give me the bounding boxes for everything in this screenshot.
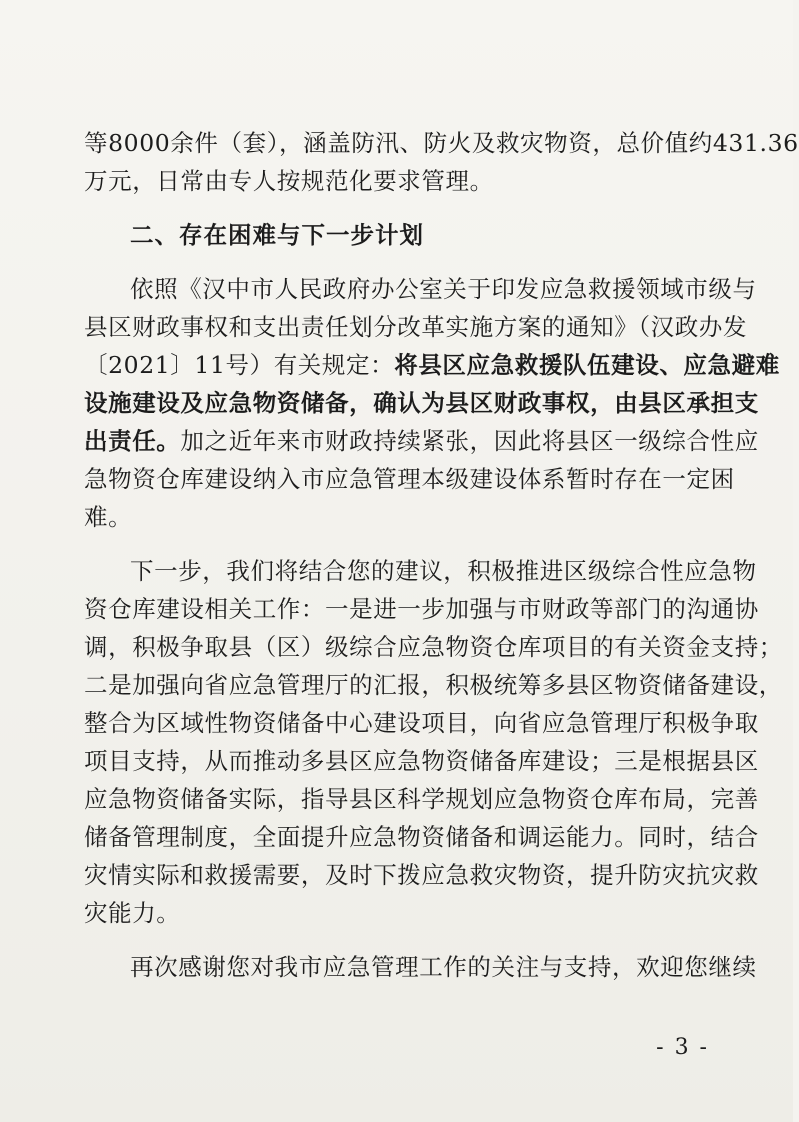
body-line (84, 894, 714, 932)
body-line (84, 742, 759, 780)
section-heading-text: 二、存在困难与下一步计划 (130, 221, 424, 249)
body-line (84, 308, 748, 346)
text-segment: 〔2021〕11号）有关规定： (84, 351, 395, 379)
body-line (84, 346, 780, 384)
text-segment: 依照《汉中市人民政府办公室关于印发应急救援领域市级与 (130, 275, 757, 303)
text-segment: 难。 (84, 503, 133, 531)
body-line (84, 948, 757, 986)
section-heading (84, 216, 714, 254)
text-segment: 灾情实际和救援需要，及时下拨应急救灾物资，提升防灾抗灾救 (84, 861, 759, 889)
body-line (84, 384, 759, 422)
text-segment: 下一步，我们将结合您的建议，积极推进区级综合性应急物 (130, 557, 757, 585)
text-segment: 等8000余件（套），涵盖防汛、防火及救灾物资，总价值约431.36 (84, 129, 799, 157)
body-line (84, 124, 799, 162)
text-segment: 二是加强向省应急管理厅的汇报，积极统筹多县区物资储备建设， (84, 671, 783, 699)
text-segment: 加之近年来市财政持续紧张，因此将县区一级综合性应 (180, 427, 759, 455)
bold-text-segment: 设施建设及应急物资储备，确认为县区财政事权，由县区承担支 (84, 389, 759, 417)
body-line (84, 628, 783, 666)
body-line (84, 552, 757, 590)
body-line (84, 270, 757, 308)
text-segment: 万元，日常由专人按规范化要求管理。 (84, 167, 494, 195)
text-segment: 调，积极争取县（区）级综合应急物资仓库项目的有关资金支持； (84, 633, 783, 661)
text-segment: 应急物资储备实际，指导县区科学规划应急物资仓库布局，完善 (84, 785, 759, 813)
document-body (84, 124, 799, 986)
text-segment: 县区财政事权和支出责任划分改革实施方案的通知》（汉政办发 (84, 313, 748, 341)
body-line (84, 780, 759, 818)
bold-text-segment: 出责任。 (84, 427, 181, 455)
body-line (84, 856, 759, 894)
page-number: - 3 - (656, 1035, 709, 1060)
text-segment: 储备管理制度，全面提升应急物资储备和调运能力。同时，结合 (84, 823, 759, 851)
bold-text-segment: 将县区应急救援队伍建设、应急避难 (394, 351, 780, 379)
body-line (84, 704, 759, 742)
text-segment: 再次感谢您对我市应急管理工作的关注与支持，欢迎您继续 (130, 953, 757, 981)
body-line (84, 818, 759, 856)
body-line (84, 498, 714, 536)
text-segment: 资仓库建设相关工作：一是进一步加强与市财政等部门的沟通协 (84, 595, 759, 623)
body-line (84, 590, 759, 628)
text-segment: 项目支持，从而推动多县区应急物资储备库建设；三是根据县区 (84, 747, 759, 775)
text-segment: 整合为区域性物资储备中心建设项目，向省应急管理厅积极争取 (84, 709, 759, 737)
text-segment: 急物资仓库建设纳入市应急管理本级建设体系暂时存在一定困 (84, 465, 735, 493)
body-line (84, 162, 714, 200)
body-line (84, 460, 735, 498)
body-line (84, 666, 783, 704)
text-segment: 灾能力。 (84, 899, 181, 927)
body-line (84, 422, 759, 460)
